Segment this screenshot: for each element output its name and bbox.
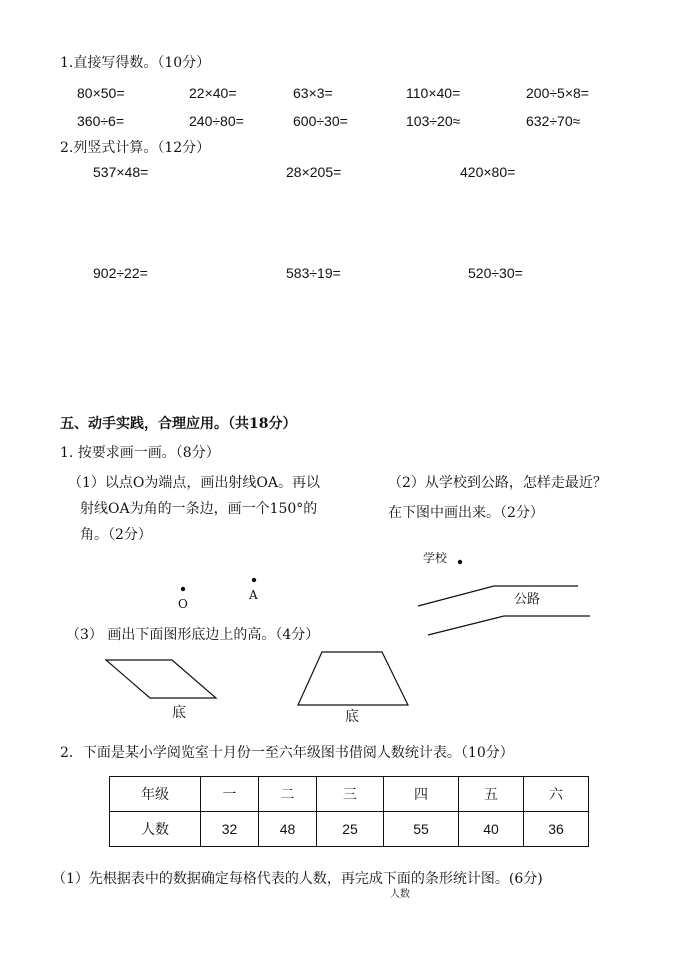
point-o-label: O (178, 597, 188, 611)
oral-problem: 110×40= (406, 85, 461, 101)
table-cell: 25 (317, 812, 384, 847)
point-a (252, 578, 256, 582)
table-header-cell: 人数 (110, 812, 201, 847)
point-a-label: A (249, 588, 258, 602)
oral-problem: 200÷5×8= (526, 85, 589, 101)
q2-1: （1）先根据表中的数据确定每格代表的人数，再完成下面的条形统计图。(6分) (52, 871, 543, 887)
q1-1-line: （1）以点O为端点，画出射线OA。再以 (68, 475, 320, 491)
school-label: 学校 (423, 551, 448, 565)
table-cell: 一 (201, 777, 259, 812)
column-problem: 28×205= (286, 164, 342, 180)
table-cell: 55 (384, 812, 459, 847)
road-upper-edge (418, 586, 578, 606)
oral-problem: 360÷6= (77, 113, 125, 129)
table-cell: 二 (259, 777, 317, 812)
oral-problem: 63×3= (293, 85, 333, 101)
table-cell: 三 (317, 777, 384, 812)
oral-problem: 22×40= (189, 85, 237, 101)
oral-problem: 632÷70≈ (526, 113, 581, 129)
column-problem: 537×48= (93, 164, 149, 180)
oral-problem: 103÷20≈ (406, 113, 461, 129)
q2-title: 2．下面是某小学阅览室十月份一至六年级图书借阅人数统计表。（10分） (60, 745, 514, 761)
road-lower-edge (428, 616, 590, 635)
table-cell: 四 (384, 777, 459, 812)
q1-3: （3） 画出下面图形底边上的高。（4分） (66, 627, 320, 643)
q1-2-line: 在下图中画出来。（2分） (388, 505, 544, 521)
base-label: 底 (172, 705, 186, 721)
oral-problem: 80×50= (77, 85, 125, 101)
table-cell: 40 (459, 812, 524, 847)
section1-title: 1.直接写得数。（10分） (60, 55, 211, 71)
q1-2-line: （2）从学校到公路，怎样走最近？ (388, 475, 607, 491)
chart-axis-label: 人数 (390, 889, 410, 900)
q1-1-line: 角。（2分） (80, 527, 152, 543)
point-o (181, 587, 185, 591)
column-problem: 902÷22= (93, 265, 148, 281)
q1-1-line: 射线OA为角的一条边，画一个150°的 (80, 501, 318, 517)
trapezoid (298, 652, 408, 705)
base-label: 底 (345, 709, 359, 725)
section5-title: 五、动手实践，合理应用。（共18分） (60, 416, 297, 432)
table-cell: 六 (524, 777, 589, 812)
road-label: 公路 (514, 592, 541, 607)
oral-problem: 600÷30= (293, 113, 348, 129)
school-point (458, 560, 462, 564)
table-cell: 五 (459, 777, 524, 812)
column-problem: 583÷19= (286, 265, 341, 281)
table-header-cell: 年级 (110, 777, 201, 812)
table-cell: 32 (201, 812, 259, 847)
column-problem: 420×80= (460, 164, 516, 180)
table-cell: 48 (259, 812, 317, 847)
q1-title: 1. 按要求画一画。（8分） (60, 445, 220, 461)
table-cell: 36 (524, 812, 589, 847)
column-problem: 520÷30= (468, 265, 523, 281)
section2-title: 2.列竖式计算。（12分） (60, 140, 211, 156)
oral-problem: 240÷80= (189, 113, 244, 129)
parallelogram (106, 660, 216, 698)
